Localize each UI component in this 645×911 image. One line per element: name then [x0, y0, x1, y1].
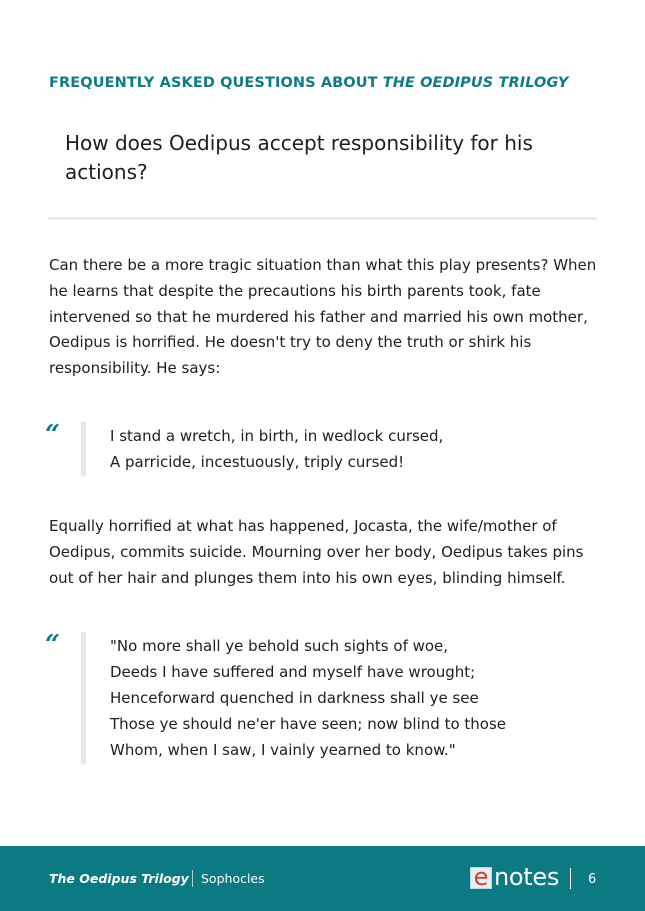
- blockquote-1: [45, 422, 565, 476]
- quote-line: "No more shall ye behold such sights of woe,: [110, 637, 449, 655]
- section-label-prefix: FREQUENTLY ASKED QUESTIONS ABOUT: [49, 75, 383, 91]
- enotes-logo: [470, 862, 560, 891]
- question-heading: How does Oedipus accept responsibility for his actions?: [65, 131, 533, 184]
- footer-book-title: The Oedipus Trilogy: [49, 871, 189, 886]
- quote-line: I stand a wretch, in birth, in wedlock cursed,: [110, 427, 444, 445]
- enotes-logo-text: notes: [494, 862, 560, 891]
- section-label-book-title: THE OEDIPUS TRILOGY: [382, 75, 569, 91]
- quote-lines: [110, 633, 506, 763]
- quote-line: Those ye should ne'er have seen; now blind to those: [110, 715, 506, 733]
- quote-mark-icon: “: [45, 630, 60, 660]
- quote-bar: [81, 632, 86, 764]
- quote-line: Deeds I have suffered and myself have wrought;: [110, 663, 476, 681]
- body-paragraph-1: Can there be a more tragic situation than what this play presents? When he learns that despite the precautions his birth parents took, fate intervened so that he murdered his father and married his own mother, Oedipus is horrified. He doesn't try to deny the truth or shirk his responsibility. He says:: [49, 256, 597, 378]
- section-label: [49, 75, 568, 91]
- divider: [48, 217, 597, 220]
- quote-bar: [81, 422, 86, 476]
- footer-author: Sophocles: [201, 871, 265, 886]
- logo-separator: [570, 868, 571, 889]
- body-paragraph-2: Equally horrified at what has happened, Jocasta, the wife/mother of Oedipus, commits suicide. Mourning over her body, Oedipus takes pins out of her hair and plunges them into his own eyes, blinding himself.: [49, 517, 584, 587]
- page-number: 6: [588, 872, 597, 887]
- page-footer: [0, 846, 645, 911]
- quote-line: Henceforward quenched in darkness shall ye see: [110, 689, 479, 707]
- quote-mark-icon: “: [45, 420, 60, 450]
- footer-separator: [192, 870, 193, 887]
- quote-line: Whom, when I saw, I vainly yearned to know.": [110, 741, 456, 759]
- blockquote-2: [45, 632, 565, 764]
- enotes-logo-e-icon: e: [470, 867, 492, 889]
- quote-lines: [110, 423, 443, 475]
- quote-line: A parricide, incestuously, triply cursed!: [110, 453, 405, 471]
